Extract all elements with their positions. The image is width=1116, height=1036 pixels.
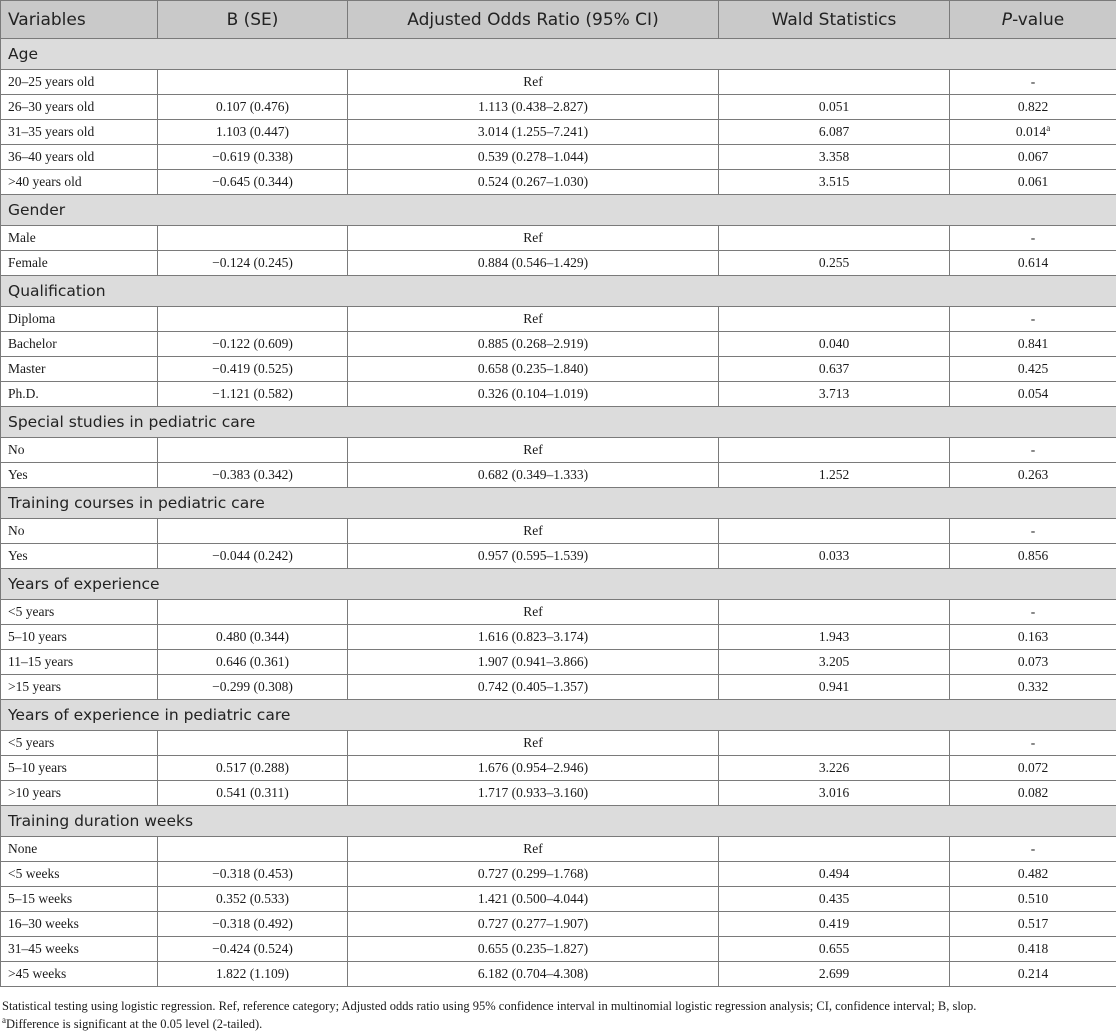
wald-cell — [719, 731, 950, 756]
wald-cell: 3.016 — [719, 781, 950, 806]
table-row — [1, 781, 1116, 806]
table-row — [1, 226, 1116, 251]
wald-cell: 0.941 — [719, 675, 950, 700]
footnote — [2, 1015, 1114, 1033]
p-value-cell: 0.332 — [950, 675, 1116, 700]
p-value-cell: 0.067 — [950, 145, 1116, 170]
table-row — [1, 251, 1116, 276]
p-value-text: 0.014 — [1015, 124, 1047, 139]
group-title: Special studies in pediatric care — [1, 407, 1116, 438]
odds-ratio-cell: 0.524 (0.267–1.030) — [348, 170, 719, 195]
odds-ratio-cell: 6.182 (0.704–4.308) — [348, 962, 719, 987]
footnote — [2, 997, 1114, 1015]
group-header-row — [1, 569, 1116, 600]
group-header-row — [1, 276, 1116, 307]
table-row — [1, 332, 1116, 357]
wald-cell: 1.252 — [719, 463, 950, 488]
p-value-cell: 0.054 — [950, 382, 1116, 407]
wald-cell: 0.494 — [719, 862, 950, 887]
odds-ratio-cell: Ref — [348, 226, 719, 251]
table-row — [1, 438, 1116, 463]
odds-ratio-cell: 0.884 (0.546–1.429) — [348, 251, 719, 276]
odds-ratio-cell: Ref — [348, 600, 719, 625]
odds-ratio-cell: Ref — [348, 438, 719, 463]
table-row — [1, 170, 1116, 195]
wald-cell: 0.051 — [719, 95, 950, 120]
row-label: 5–10 years — [1, 625, 158, 650]
odds-ratio-cell: 1.717 (0.933–3.160) — [348, 781, 719, 806]
group-header-row — [1, 39, 1116, 70]
wald-cell — [719, 70, 950, 95]
wald-cell — [719, 600, 950, 625]
p-value-cell: - — [950, 600, 1116, 625]
odds-ratio-cell: 1.616 (0.823–3.174) — [348, 625, 719, 650]
table-row — [1, 862, 1116, 887]
odds-ratio-cell: Ref — [348, 837, 719, 862]
row-label: <5 weeks — [1, 862, 158, 887]
table-row — [1, 837, 1116, 862]
row-label: 20–25 years old — [1, 70, 158, 95]
b-se-cell: 0.517 (0.288) — [158, 756, 348, 781]
odds-ratio-cell: Ref — [348, 731, 719, 756]
row-label: Yes — [1, 463, 158, 488]
row-label: <5 years — [1, 731, 158, 756]
table-row — [1, 382, 1116, 407]
p-value-cell: 0.073 — [950, 650, 1116, 675]
b-se-cell — [158, 600, 348, 625]
row-label: Diploma — [1, 307, 158, 332]
table-row — [1, 307, 1116, 332]
p-value-cell: 0.263 — [950, 463, 1116, 488]
header-p-letter: P — [1001, 9, 1013, 30]
b-se-cell — [158, 438, 348, 463]
wald-cell — [719, 438, 950, 463]
header-variables: Variables — [1, 1, 158, 39]
header-wald: Wald Statistics — [719, 1, 950, 39]
wald-cell: 0.637 — [719, 357, 950, 382]
wald-cell: 0.655 — [719, 937, 950, 962]
group-title: Gender — [1, 195, 1116, 226]
wald-cell — [719, 837, 950, 862]
p-value-cell — [950, 120, 1116, 145]
row-label: <5 years — [1, 600, 158, 625]
wald-cell: 1.943 — [719, 625, 950, 650]
group-header-row — [1, 700, 1116, 731]
table-row — [1, 463, 1116, 488]
b-se-cell: 0.107 (0.476) — [158, 95, 348, 120]
p-value-cell: 0.482 — [950, 862, 1116, 887]
table-row — [1, 120, 1116, 145]
odds-ratio-cell: 0.655 (0.235–1.827) — [348, 937, 719, 962]
row-label: Yes — [1, 544, 158, 569]
odds-ratio-cell: Ref — [348, 70, 719, 95]
row-label: >10 years — [1, 781, 158, 806]
table-row — [1, 600, 1116, 625]
b-se-cell — [158, 307, 348, 332]
p-value-cell: - — [950, 307, 1116, 332]
odds-ratio-cell: 0.658 (0.235–1.840) — [348, 357, 719, 382]
p-value-cell: 0.510 — [950, 887, 1116, 912]
b-se-cell: −0.299 (0.308) — [158, 675, 348, 700]
p-value-cell: - — [950, 438, 1116, 463]
table-row — [1, 675, 1116, 700]
wald-cell — [719, 519, 950, 544]
b-se-cell: −0.424 (0.524) — [158, 937, 348, 962]
group-title: Qualification — [1, 276, 1116, 307]
p-value-cell: - — [950, 837, 1116, 862]
row-label: No — [1, 519, 158, 544]
p-value-cell: - — [950, 226, 1116, 251]
table-row — [1, 357, 1116, 382]
odds-ratio-cell: 0.742 (0.405–1.357) — [348, 675, 719, 700]
b-se-cell: 0.352 (0.533) — [158, 887, 348, 912]
row-label: Bachelor — [1, 332, 158, 357]
row-label: 31–35 years old — [1, 120, 158, 145]
p-value-cell: 0.517 — [950, 912, 1116, 937]
footnote-marker: a — [2, 1015, 6, 1025]
row-label: 5–15 weeks — [1, 887, 158, 912]
odds-ratio-cell: 0.885 (0.268–2.919) — [348, 332, 719, 357]
wald-cell: 3.205 — [719, 650, 950, 675]
table-footnotes — [0, 987, 1116, 1033]
odds-ratio-cell: Ref — [348, 519, 719, 544]
odds-ratio-cell: 1.421 (0.500–4.044) — [348, 887, 719, 912]
table-row — [1, 95, 1116, 120]
b-se-cell: −1.121 (0.582) — [158, 382, 348, 407]
table-row — [1, 912, 1116, 937]
row-label: No — [1, 438, 158, 463]
wald-cell: 6.087 — [719, 120, 950, 145]
table-row — [1, 887, 1116, 912]
odds-ratio-cell: 0.326 (0.104–1.019) — [348, 382, 719, 407]
b-se-cell: 0.541 (0.311) — [158, 781, 348, 806]
odds-ratio-cell: 3.014 (1.255–7.241) — [348, 120, 719, 145]
row-label: >40 years old — [1, 170, 158, 195]
wald-cell: 0.255 — [719, 251, 950, 276]
group-header-row — [1, 806, 1116, 837]
odds-ratio-cell: 1.676 (0.954–2.946) — [348, 756, 719, 781]
b-se-cell — [158, 731, 348, 756]
p-value-cell: 0.822 — [950, 95, 1116, 120]
table-row — [1, 519, 1116, 544]
b-se-cell — [158, 519, 348, 544]
b-se-cell — [158, 70, 348, 95]
odds-ratio-cell: 1.907 (0.941–3.866) — [348, 650, 719, 675]
table-row — [1, 145, 1116, 170]
b-se-cell: −0.124 (0.245) — [158, 251, 348, 276]
odds-ratio-cell: 1.113 (0.438–2.827) — [348, 95, 719, 120]
p-value-cell: - — [950, 731, 1116, 756]
wald-cell: 3.358 — [719, 145, 950, 170]
wald-cell — [719, 226, 950, 251]
header-row — [1, 1, 1116, 39]
b-se-cell: −0.044 (0.242) — [158, 544, 348, 569]
b-se-cell: −0.318 (0.492) — [158, 912, 348, 937]
group-header-row — [1, 407, 1116, 438]
p-value-cell: 0.841 — [950, 332, 1116, 357]
wald-cell: 2.699 — [719, 962, 950, 987]
odds-ratio-cell: 0.682 (0.349–1.333) — [348, 463, 719, 488]
row-label: 11–15 years — [1, 650, 158, 675]
b-se-cell: −0.419 (0.525) — [158, 357, 348, 382]
row-label: 36–40 years old — [1, 145, 158, 170]
table-row — [1, 731, 1116, 756]
wald-cell — [719, 307, 950, 332]
header-b-se: B (SE) — [158, 1, 348, 39]
odds-ratio-cell: 0.957 (0.595–1.539) — [348, 544, 719, 569]
wald-cell: 3.515 — [719, 170, 950, 195]
group-title: Training duration weeks — [1, 806, 1116, 837]
row-label: Master — [1, 357, 158, 382]
group-header-row — [1, 195, 1116, 226]
row-label: 16–30 weeks — [1, 912, 158, 937]
wald-cell: 0.419 — [719, 912, 950, 937]
header-odds-ratio: Adjusted Odds Ratio (95% CI) — [348, 1, 719, 39]
b-se-cell: 1.822 (1.109) — [158, 962, 348, 987]
b-se-cell: −0.318 (0.453) — [158, 862, 348, 887]
row-label: 5–10 years — [1, 756, 158, 781]
p-value-cell: 0.072 — [950, 756, 1116, 781]
b-se-cell — [158, 226, 348, 251]
b-se-cell: 0.646 (0.361) — [158, 650, 348, 675]
wald-cell: 3.226 — [719, 756, 950, 781]
row-label: None — [1, 837, 158, 862]
footnote-text: Difference is significant at the 0.05 level (2-tailed). — [6, 1017, 263, 1031]
p-value-cell: - — [950, 70, 1116, 95]
table-row — [1, 650, 1116, 675]
wald-cell: 3.713 — [719, 382, 950, 407]
group-title: Years of experience — [1, 569, 1116, 600]
wald-cell: 0.435 — [719, 887, 950, 912]
row-label: 26–30 years old — [1, 95, 158, 120]
p-value-cell: 0.425 — [950, 357, 1116, 382]
table-row — [1, 962, 1116, 987]
p-value-cell: 0.061 — [950, 170, 1116, 195]
group-title: Age — [1, 39, 1116, 70]
significance-marker: a — [1046, 123, 1051, 133]
header-p-value — [950, 1, 1116, 39]
p-value-cell: 0.082 — [950, 781, 1116, 806]
b-se-cell: −0.122 (0.609) — [158, 332, 348, 357]
group-title: Training courses in pediatric care — [1, 488, 1116, 519]
b-se-cell — [158, 837, 348, 862]
odds-ratio-cell: 0.727 (0.277–1.907) — [348, 912, 719, 937]
p-value-cell: 0.418 — [950, 937, 1116, 962]
wald-cell: 0.040 — [719, 332, 950, 357]
table-row — [1, 937, 1116, 962]
row-label: Male — [1, 226, 158, 251]
p-value-cell: - — [950, 519, 1116, 544]
odds-ratio-cell: Ref — [348, 307, 719, 332]
b-se-cell: 1.103 (0.447) — [158, 120, 348, 145]
row-label: Female — [1, 251, 158, 276]
footnote-text: Statistical testing using logistic regression. Ref, reference category; Adjusted odds ratio using 95% confidence interval in multinomial logistic regression analysis; CI, confidence interval; B, slop. — [2, 999, 977, 1013]
table-row — [1, 625, 1116, 650]
group-title: Years of experience in pediatric care — [1, 700, 1116, 731]
row-label: >45 weeks — [1, 962, 158, 987]
p-value-cell: 0.614 — [950, 251, 1116, 276]
row-label: 31–45 weeks — [1, 937, 158, 962]
b-se-cell: −0.619 (0.338) — [158, 145, 348, 170]
group-header-row — [1, 488, 1116, 519]
row-label: Ph.D. — [1, 382, 158, 407]
table-row — [1, 756, 1116, 781]
table-row — [1, 70, 1116, 95]
wald-cell: 0.033 — [719, 544, 950, 569]
p-value-cell: 0.856 — [950, 544, 1116, 569]
table-row — [1, 544, 1116, 569]
odds-ratio-cell: 0.539 (0.278–1.044) — [348, 145, 719, 170]
table-body — [1, 39, 1116, 987]
b-se-cell: 0.480 (0.344) — [158, 625, 348, 650]
row-label: >15 years — [1, 675, 158, 700]
p-value-cell: 0.163 — [950, 625, 1116, 650]
b-se-cell: −0.645 (0.344) — [158, 170, 348, 195]
b-se-cell: −0.383 (0.342) — [158, 463, 348, 488]
p-value-cell: 0.214 — [950, 962, 1116, 987]
odds-ratio-cell: 0.727 (0.299–1.768) — [348, 862, 719, 887]
header-p-rest: -value — [1012, 9, 1065, 30]
